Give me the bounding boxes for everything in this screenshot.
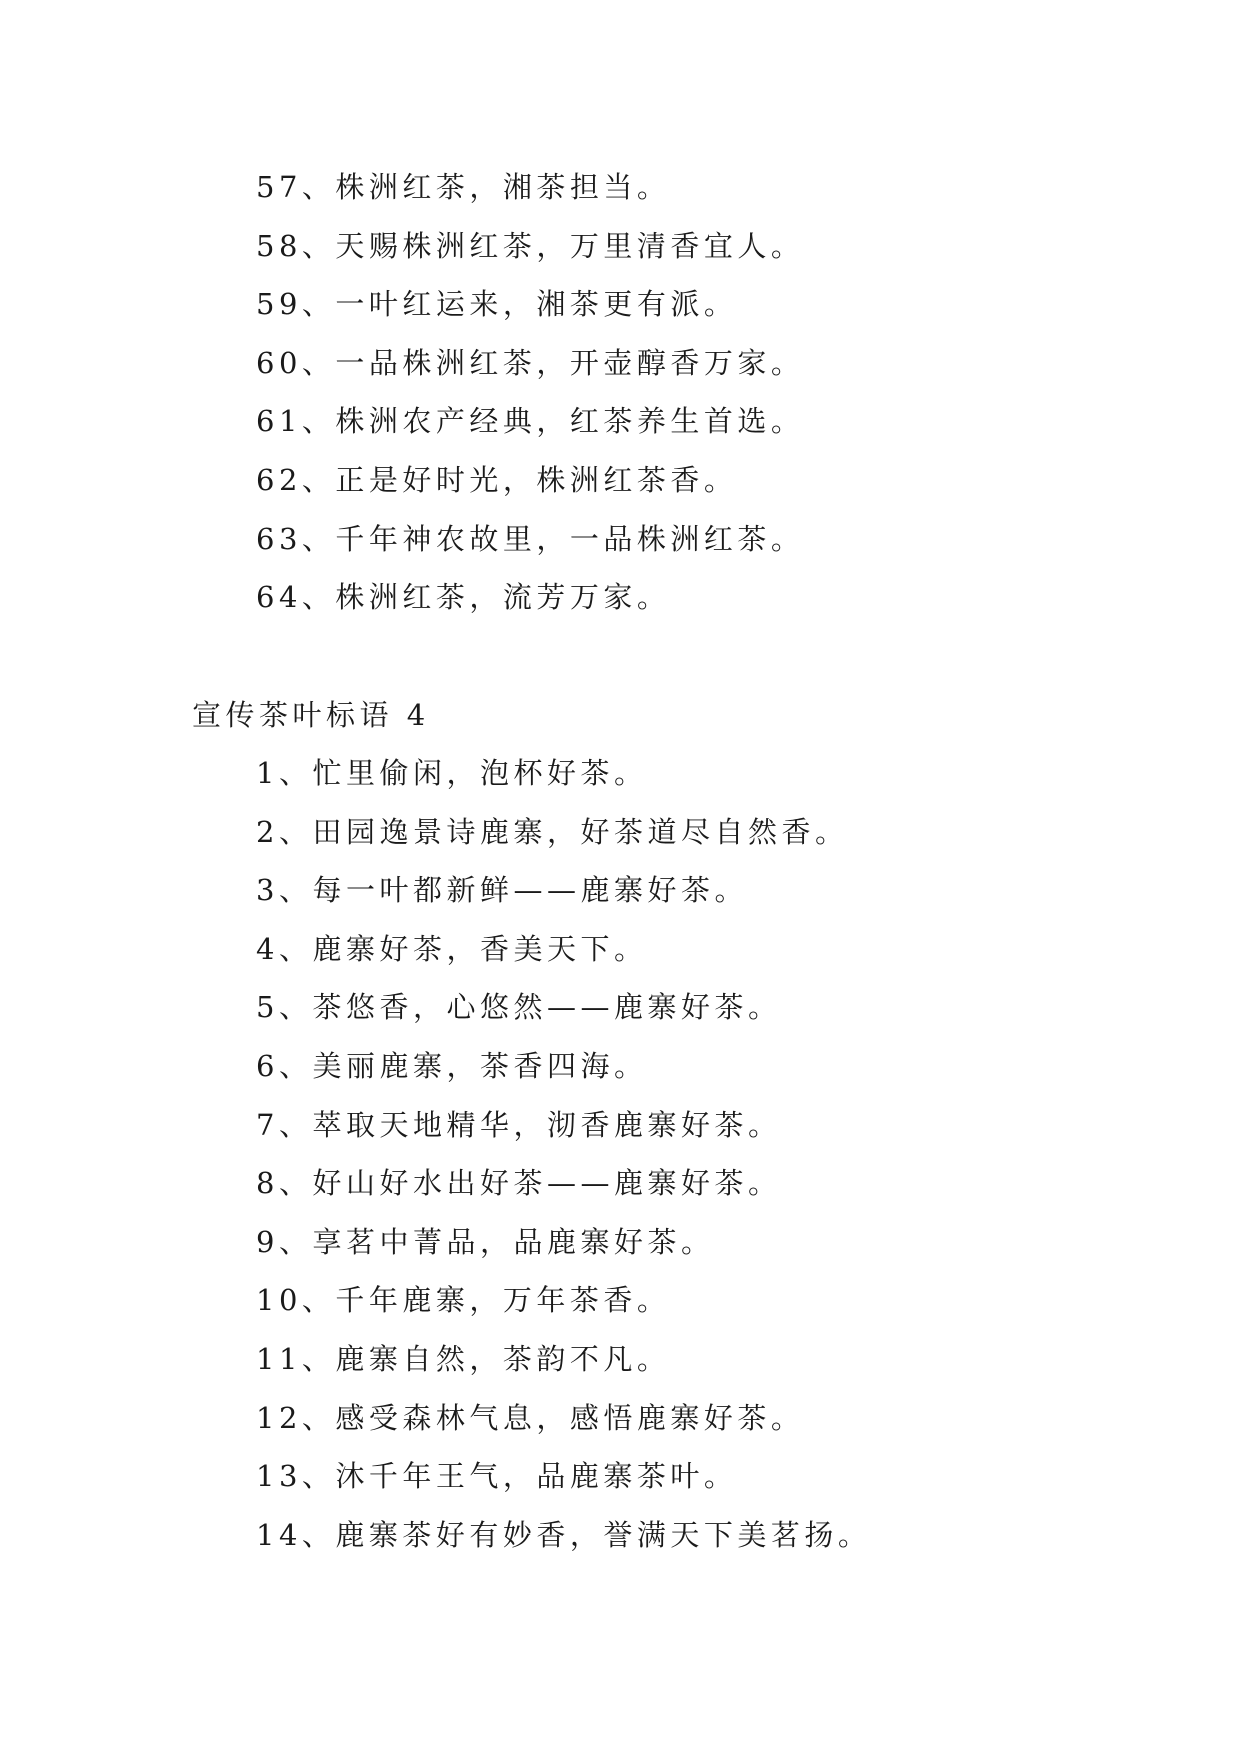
list-item: 1、忙里偷闲，泡杯好茶。 (256, 756, 648, 790)
list-item: 5、茶悠香，心悠然——鹿寨好茶。 (256, 990, 782, 1025)
list-item: 59、一叶红运来，湘茶更有派。 (256, 287, 738, 322)
list-item: 7、萃取天地精华，沏香鹿寨好茶。 (256, 1107, 782, 1142)
list-item: 10、千年鹿寨，万年茶香。 (256, 1283, 671, 1318)
list-item: 63、千年神农故里，一品株洲红茶。 (256, 521, 805, 556)
list-item: 58、天赐株洲红茶，万里清香宜人。 (256, 228, 805, 263)
list-item: 14、鹿寨茶好有妙香，誉满天下美茗扬。 (256, 1517, 872, 1552)
list-item: 11、鹿寨自然，茶韵不凡。 (256, 1341, 671, 1376)
list-item: 60、一品株洲红茶，开壶醇香万家。 (256, 345, 805, 380)
list-item: 61、株洲农产经典，红茶养生首选。 (256, 404, 805, 439)
list-item: 3、每一叶都新鲜——鹿寨好茶。 (256, 873, 748, 908)
list-item: 64、株洲红茶，流芳万家。 (256, 580, 671, 615)
list-item: 2、田园逸景诗鹿寨，好茶道尽自然香。 (256, 814, 849, 849)
list-item: 9、享茗中菁品，品鹿寨好茶。 (256, 1224, 715, 1259)
list-item: 4、鹿寨好茶，香美天下。 (256, 931, 648, 966)
list-item: 8、好山好水出好茶——鹿寨好茶。 (256, 1166, 782, 1201)
list-item: 57、株洲红茶，湘茶担当。 (256, 170, 671, 204)
list-item: 62、正是好时光，株洲红茶香。 (256, 462, 738, 497)
slogan-list-continued (256, 158, 804, 627)
list-item: 6、美丽鹿寨，茶香四海。 (256, 1048, 648, 1083)
slogan-list-section-4 (256, 744, 871, 1564)
list-item: 12、感受森林气息，感悟鹿寨好茶。 (256, 1400, 805, 1435)
list-item: 13、沐千年王气，品鹿寨茶叶。 (256, 1459, 738, 1494)
section-heading: 宣传茶叶标语 4 (192, 698, 430, 732)
